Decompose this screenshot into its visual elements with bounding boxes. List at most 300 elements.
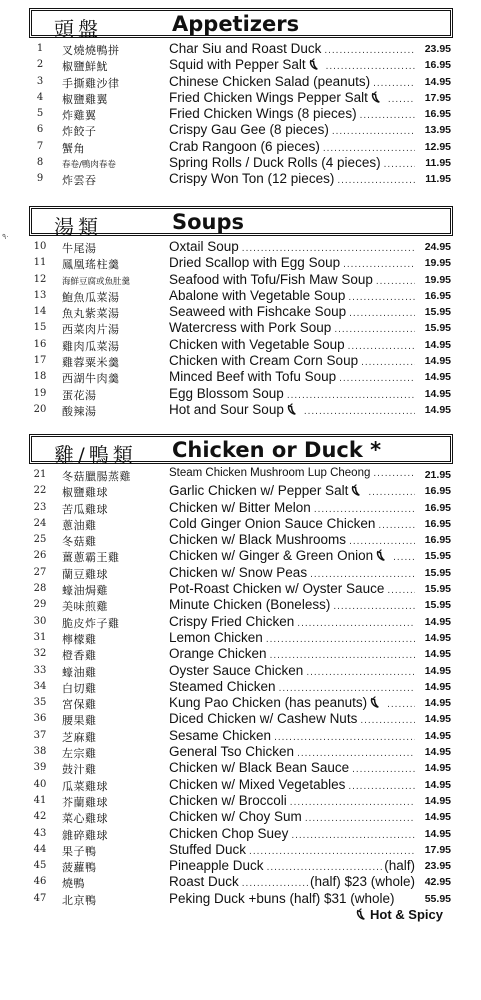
menu-item [0,874,481,890]
item-name-text: Oxtail Soup [169,239,239,254]
item-price: 15.95 [424,566,451,579]
item-name-text: Sesame Chicken [169,727,272,743]
item-number: 19 [33,387,47,399]
menu-item [0,337,481,353]
item-number: 9 [36,173,44,185]
item-number: 36 [33,713,47,725]
item-name-en [169,369,415,384]
item-name-text: Squid with Pepper Salt [169,57,306,73]
item-number: 43 [33,827,47,839]
stray-mark: ٩· [2,232,9,241]
menu-item [0,106,481,122]
item-price: 55.95 [424,892,451,905]
item-price: 14.95 [424,403,451,416]
item-name-zh: 海鮮豆腐或魚肚羹 [62,276,131,287]
menu-item [0,57,481,73]
item-number: 31 [33,631,47,643]
item-number: 44 [33,843,47,855]
item-name-text: Hot and Sour Soup [169,401,284,417]
item-name-en [169,891,415,906]
item-number: 11 [33,257,47,269]
section-header-chicken-duck [29,434,453,467]
item-name-en [169,402,415,417]
item-number: 39 [33,762,47,774]
leader-dots [279,683,415,694]
item-name-text: Roast Duck [169,874,239,890]
item-name-text: Chinese Chicken Salad (peanuts) [169,73,371,89]
legend-label: Hot & Spicy [370,907,443,922]
item-name-en [169,386,415,401]
item-name-zh: 苦瓜雞球 [62,502,108,516]
item-name-en [169,760,415,775]
item-name-en [169,467,415,479]
item-number: 45 [33,860,47,872]
item-name-en [169,483,415,498]
chili-pepper-icon [373,548,390,563]
item-name-zh: 蠔油焗雞 [62,584,108,598]
item-name-zh: 蛋花湯 [62,388,97,402]
section-title-en: Chicken or Duck * [172,438,382,462]
leader-dots [393,552,415,563]
menu-item [0,41,481,57]
item-name-zh: 燒鴨 [62,877,85,891]
item-name-text: Seafood with Tofu/Fish Maw Soup [169,271,373,287]
item-number: 10 [33,241,47,252]
menu-item [0,760,481,776]
leader-dots [337,175,415,186]
item-name-en [169,826,415,841]
menu-item [0,728,481,744]
item-name-text: Crispy Gau Gee (8 pieces) [169,122,329,138]
menu-item [0,122,481,138]
item-name-en [169,288,415,303]
item-name-zh: 鮑魚瓜菜湯 [62,290,120,304]
item-name-en [169,711,415,726]
menu-item [0,320,481,336]
item-number: 35 [33,697,47,709]
menu-item [0,155,481,171]
item-price: 14.95 [424,827,451,840]
item-name-en [169,842,415,857]
item-name-en [169,597,415,612]
item-name-en [169,695,415,710]
item-number: 13 [33,289,47,301]
item-number: 14 [33,306,47,318]
menu-item [0,532,481,548]
item-name-en [169,139,415,154]
item-price: 14.95 [424,664,451,677]
item-price: 21.95 [424,469,451,481]
item-price: 17.95 [424,843,451,856]
menu-item [0,288,481,304]
item-name-text: Crab Rangoon (6 pieces) [169,138,320,154]
item-name-zh: 檸檬雞 [62,632,97,646]
item-name-text: Fried Chicken Wings (8 pieces) [169,106,357,122]
item-number: 6 [36,124,44,136]
item-name-text: Fried Chicken Wings Pepper Salt [169,89,368,105]
item-name-text: Chicken with Cream Corn Soup [169,353,359,369]
item-name-en [169,106,415,121]
leader-dots [249,846,415,857]
item-name-text: Minute Chicken (Boneless) [169,597,331,613]
menu-item [0,695,481,711]
leader-dots [305,813,415,824]
item-number: 47 [33,892,47,904]
item-name-zh: 蘭豆雞球 [62,567,108,581]
item-price: 14.95 [424,648,451,661]
item-name-en [169,272,415,287]
item-name-en [169,304,415,319]
section-title-zh: 雞/鴨類 [54,443,137,467]
item-price: 15.95 [424,583,451,596]
item-name-text: Chicken w/ Bitter Melon [169,499,311,515]
item-name-zh: 果子鴨 [62,844,97,858]
item-price: 16.95 [424,59,451,72]
item-name-en [169,744,415,759]
item-name-text: Chicken w/ Mixed Vegetables [169,776,346,792]
item-price: 14.95 [424,75,451,88]
item-price: 16.95 [424,534,451,547]
item-name-text: Lemon Chicken [169,629,263,645]
item-name-en [169,646,415,661]
item-price: 14.95 [424,697,451,710]
item-name-en [169,353,415,368]
item-number: 15 [33,322,47,334]
section-title-en: Appetizers [172,12,300,36]
item-name-text: Stuffed Duck [169,841,247,857]
item-price: 11.95 [425,173,451,186]
item-number: 40 [33,778,47,790]
item-name-en [169,548,415,563]
item-name-en [169,532,415,547]
item-name-en [169,793,415,808]
item-name-text: Crispy Won Ton (12 pieces) [169,171,335,187]
item-name-text: Crispy Fried Chicken [169,613,295,629]
item-name-zh: 蟹角 [62,141,85,155]
item-name-text: Chicken w/ Snow Peas [169,564,308,580]
item-name-text: Egg Blossom Soup [169,385,284,401]
menu-item [0,614,481,630]
item-name-text: Peking Duck +buns (half) $31 (whole) [169,890,395,906]
item-price: 15.95 [424,550,451,563]
item-name-text: Cold Ginger Onion Sauce Chicken [169,515,376,531]
leader-dots [376,276,415,287]
leader-dots [387,585,415,596]
item-name-en [169,874,415,889]
item-number: 38 [33,746,47,758]
item-number: 2 [36,59,44,71]
menu-item [0,711,481,727]
item-number: 42 [33,811,47,823]
item-name-zh: 魚丸紫菜湯 [62,307,120,321]
item-name-zh: 腰果雞 [62,714,97,728]
leader-dots [360,110,415,121]
chili-pepper-icon [348,483,365,498]
item-name-zh: 北京鴨 [62,893,97,907]
menu-item [0,500,481,516]
item-number: 27 [33,566,47,578]
item-price: 24.95 [424,241,451,253]
menu-item [0,548,481,564]
item-name-zh: 蔥油雞 [62,518,97,532]
item-name-text: Watercress with Pork Soup [169,320,332,336]
item-name-zh: 西湖牛肉羹 [62,372,120,386]
item-price: 14.95 [424,746,451,759]
menu-item [0,139,481,155]
item-name-zh: 蠔油雞 [62,665,97,679]
item-name-zh: 手撕雞沙律 [62,76,120,90]
menu-item [0,255,481,271]
item-name-en [169,614,415,629]
menu-item [0,663,481,679]
item-name-text: Garlic Chicken w/ Pepper Salt [169,483,349,499]
item-number: 24 [33,517,47,529]
item-number: 29 [33,599,47,611]
leader-dots [378,520,415,531]
menu-item [0,679,481,695]
item-name-zh: 脆皮炸子雞 [62,616,120,630]
item-price: 12.95 [424,140,451,153]
leader-dots [326,61,415,72]
menu-item [0,239,481,255]
item-name-text: Chicken w/ Black Bean Sauce [169,760,350,776]
leader-dots [324,45,415,56]
item-number: 5 [36,108,44,120]
item-price: 19.95 [424,273,451,286]
leader-dots [304,406,415,417]
leader-dots [360,715,415,726]
item-price: 16.95 [424,108,451,121]
item-price: 14.95 [424,371,451,384]
item-name-en [169,122,415,137]
item-number: 46 [33,876,47,888]
item-number: 20 [33,403,47,415]
leader-dots [297,748,415,759]
leader-dots [291,830,415,841]
item-number: 16 [33,338,47,350]
item-name-zh: 冬菇臘腸蒸雞 [62,470,131,483]
item-name-en [169,777,415,792]
leader-dots [287,390,415,401]
item-number: 30 [33,615,47,627]
leader-dots [352,764,415,775]
item-name-text: Chicken w/ Choy Sum [169,809,302,825]
item-name-en [169,57,415,72]
leader-dots [310,569,415,580]
item-name-text: Kung Pao Chicken (has peanuts) [169,695,368,711]
section-title-zh: 湯類 [54,215,102,239]
item-price: 14.95 [424,631,451,644]
item-price: 14.95 [424,615,451,628]
item-price: 14.95 [424,338,451,351]
menu-item [0,793,481,809]
item-name-text: Minced Beef with Tofu Soup [169,369,337,385]
item-name-text: Abalone with Vegetable Soup [169,287,346,303]
item-name-en [169,171,415,186]
item-name-zh: 橙香雞 [62,649,97,663]
item-name-zh: 瓜菜雞球 [62,779,108,793]
item-name-zh: 叉燒燒鴨拼 [62,44,120,57]
item-name-en [169,320,415,335]
leader-dots [242,878,310,889]
item-number: 18 [33,371,47,383]
item-name-zh: 左宗雞 [62,747,97,761]
item-size-note: (half) $23 (whole) [309,874,415,890]
menu-item [0,483,481,499]
item-number: 33 [33,664,47,676]
item-name-zh: 春卷/鴨肉春卷 [62,160,116,171]
chili-pepper-icon [284,402,301,417]
item-name-text: Seaweed with Fishcake Soup [169,304,347,320]
leader-dots [384,159,415,170]
item-name-en [169,255,415,270]
item-name-zh: 美味煎雞 [62,600,108,614]
menu-item [0,891,481,907]
item-price: 16.95 [424,501,451,514]
item-name-text: Diced Chicken w/ Cashew Nuts [169,711,358,727]
menu-item [0,402,481,418]
item-name-zh: 鳳凰瑤柱羹 [62,258,120,272]
item-price: 23.95 [424,43,451,55]
item-name-zh: 酸辣湯 [62,404,97,418]
item-name-text: Pineapple Duck [169,858,264,874]
item-name-en [169,630,415,645]
item-price: 23.95 [424,860,451,873]
menu-item [0,842,481,858]
item-name-zh: 薑蔥霸王雞 [62,551,120,565]
item-name-zh: 雞蓉粟米羹 [62,356,120,370]
item-price: 17.95 [424,91,451,104]
item-size-note: (half) [384,858,415,874]
leader-dots [368,487,415,498]
item-name-text: Chicken w/ Black Mushrooms [169,532,347,548]
menu-list-chicken-duck [0,467,481,907]
menu-item [0,304,481,320]
item-name-text: Dried Scallop with Egg Soup [169,255,341,271]
item-name-zh: 菜心雞球 [62,812,108,826]
menu-item [0,809,481,825]
item-number: 37 [33,729,47,741]
leader-dots [306,667,415,678]
menu-item [0,565,481,581]
item-name-en [169,809,415,824]
item-number: 26 [33,550,47,562]
leader-dots [348,341,415,352]
leader-dots [297,618,415,629]
leader-dots [349,308,415,319]
item-name-en [169,239,415,254]
chili-pepper-icon [306,57,323,72]
item-number: 1 [36,43,44,54]
menu-item [0,386,481,402]
item-name-text: General Tso Chicken [169,744,295,760]
item-name-zh: 椒鹽鮮魷 [62,60,108,74]
item-price: 16.95 [424,289,451,302]
leader-dots [334,324,415,335]
section-title-en: Soups [172,210,245,234]
item-number: 32 [33,648,47,660]
leader-dots [348,781,415,792]
section-header-soups [29,206,453,239]
item-name-zh: 鼓汁雞 [62,763,97,777]
item-number: 3 [36,75,44,87]
chili-pepper-icon [353,907,370,922]
menu-item [0,581,481,597]
menu-item [0,369,481,385]
item-name-text: Chicken Chop Suey [169,825,289,841]
item-price: 14.95 [424,794,451,807]
leader-dots [339,373,415,384]
item-name-text: Char Siu and Roast Duck [169,41,322,56]
item-name-zh: 芝麻雞 [62,730,97,744]
item-price: 16.95 [424,517,451,530]
leader-dots [266,634,415,645]
item-price: 15.95 [424,322,451,335]
leader-dots [361,357,415,368]
item-number: 4 [36,91,44,103]
item-name-text: Oyster Sauce Chicken [169,662,304,678]
menu-item [0,74,481,90]
leader-dots [349,536,415,547]
item-price: 14.95 [424,355,451,368]
menu-item [0,272,481,288]
item-name-en [169,516,415,531]
item-name-text: Spring Rolls / Duck Rolls (4 pieces) [169,155,381,171]
item-number: 28 [33,583,47,595]
item-name-zh: 芥蘭雞球 [62,795,108,809]
section-title-zh: 頭盤 [54,17,102,41]
item-number: 23 [33,501,47,513]
menu-item [0,467,481,483]
chili-pepper-icon [368,90,385,105]
item-name-zh: 白切雞 [62,681,97,695]
menu-item [0,171,481,187]
item-name-zh: 炸雞翼 [62,109,97,123]
leader-dots [388,94,415,105]
item-name-en [169,728,415,743]
item-price: 16.95 [424,485,451,498]
item-name-text: Steam Chicken Mushroom Lup Cheong [169,467,371,479]
item-name-zh: 菠蘿鴨 [62,861,97,875]
leader-dots [267,862,385,873]
menu-item [0,826,481,842]
item-number: 17 [33,355,47,367]
item-price: 42.95 [424,876,451,889]
item-price: 11.95 [425,157,451,170]
leader-dots [314,504,415,515]
menu-item [0,630,481,646]
item-name-zh: 西菜肉片湯 [62,323,120,337]
item-name-zh: 冬菇雞 [62,535,97,549]
item-name-en [169,663,415,678]
item-number: 41 [33,794,47,806]
item-name-text: Steamed Chicken [169,678,276,694]
item-number: 7 [36,140,44,152]
menu-item [0,646,481,662]
item-name-en [169,41,415,56]
item-number: 21 [33,469,47,480]
menu-list-appetizers [0,41,481,188]
item-name-zh: 炸餃子 [62,125,97,139]
leader-dots [274,732,415,743]
leader-dots [343,259,415,270]
menu-item [0,744,481,760]
item-name-en [169,90,415,105]
item-name-en [169,74,415,89]
item-price: 19.95 [424,257,451,270]
leader-dots [333,601,415,612]
chili-pepper-icon [367,695,384,710]
